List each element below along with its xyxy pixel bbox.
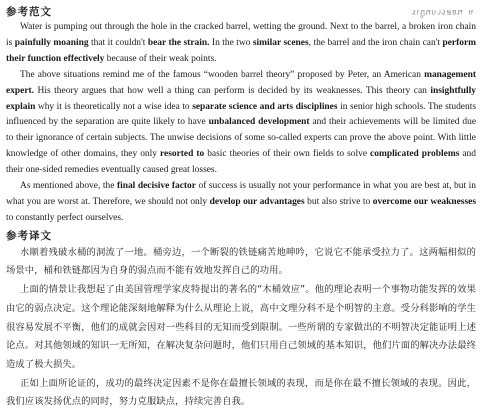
translation-paragraph-2: 上面的情景让我想起了由美国管理学家皮特提出的著名的“木桶效应”。他的理论表明一个事物功能发挥的效果由它的弱点决定。这个理论能深刻地解释为什么从理论上说，高中文理分科不是个明智的主意。受分科影响的学生很容易发展不平衡，他们的成就会因对一些科目的无知而受到限制。一些所谓的专家做出的不明智决定能证明上述论点。对其他领域的知识一无所知，在解决复杂问题时，他们只用自己领域的基本知识，他们片面的解决办法最终造成了极大损失。 (6, 284, 476, 370)
text-run: In the two (209, 37, 253, 48)
bold-phrase: unbalanced development (208, 117, 310, 128)
text-run: because of their weak points. (104, 53, 217, 64)
translation-heading: 参考译文 (6, 229, 52, 242)
translation-paragraph-1: 水顺着残破水桶的洞流了一地。桶旁边，一个断裂的铁链痛苦地呻吟，它说它不能承受拉力了。这两幅相似的场景中，桶和铁链都因为自身的弱点而不能有效地发挥自己的功用。 (6, 246, 476, 277)
bold-phrase: develop our advantages (209, 196, 305, 207)
text-run: The above situations remind me of the famous “wooden barrel theory” proposed by Peter, an American (20, 69, 425, 80)
essay-paragraph-2 (6, 68, 476, 179)
text-run: As mentioned above, the (20, 181, 117, 192)
bold-phrase: final decisive factor (116, 181, 196, 192)
text-run: Water is pumping out through the hole in the cracked barrel, wetting the ground. Next to the barrel, a broken iron chain is (6, 22, 476, 48)
text-run: of success is usually not your performance in what you are best at, but in what you are worst at. Therefore, we should not only (6, 181, 477, 207)
text-run: to constantly perfect ourselves. (6, 212, 124, 223)
corner-stamp: รเป็นการสอน แ (411, 8, 474, 17)
bold-phrase: perform their function effectively (6, 37, 476, 64)
bold-phrase: resorted to (159, 149, 205, 160)
bold-phrase: overcome our weaknesses (372, 196, 476, 207)
bold-phrase: management expert. (6, 69, 476, 96)
sample-essay-heading: 参考范文 (6, 6, 52, 18)
text-run: , the barrel and the iron chain can't (308, 37, 443, 48)
essay-page (6, 4, 476, 412)
bold-phrase: complicated problems (370, 149, 460, 160)
text-run: basic theories of their own fields to solve (204, 149, 371, 160)
text-run: that it couldn't (88, 37, 148, 48)
text-run: His theory argues that how well a thing can perform is decided by its weaknesses. This theory can (34, 85, 431, 96)
text-run: in senior high schools. The students influenced by the separation are quite likely to have (6, 101, 476, 128)
essay-paragraph-1 (6, 20, 476, 68)
bold-phrase: painfully moaning (14, 37, 89, 48)
essay-paragraph-3 (6, 179, 476, 227)
bold-phrase: similar scenes (252, 37, 309, 48)
text-run: why it is theoretically not a wise idea to (35, 101, 193, 112)
bold-phrase: bear the strain. (147, 37, 210, 48)
text-run: but also strive to (304, 196, 373, 207)
bold-phrase: insightfully explain (6, 85, 476, 112)
bold-phrase: separate science and arts disciplines (192, 101, 338, 112)
text-run: and their achievements will be limited due to their ignorance of certain subjects. The unwise decisions of some so-called experts can prove the above point. With little knowledge of other domains, they only (6, 117, 477, 160)
text-run: and their one-sided remedies eventually caused great losses. (6, 149, 476, 176)
translation-paragraph-3: 正如上面所论证的，成功的最终决定因素不是你在最擅长领域的表现，而是你在最不擅长领域的表现。因此，我们应该发扬优点的同时，努力克服缺点，持续完善自我。 (6, 377, 476, 408)
